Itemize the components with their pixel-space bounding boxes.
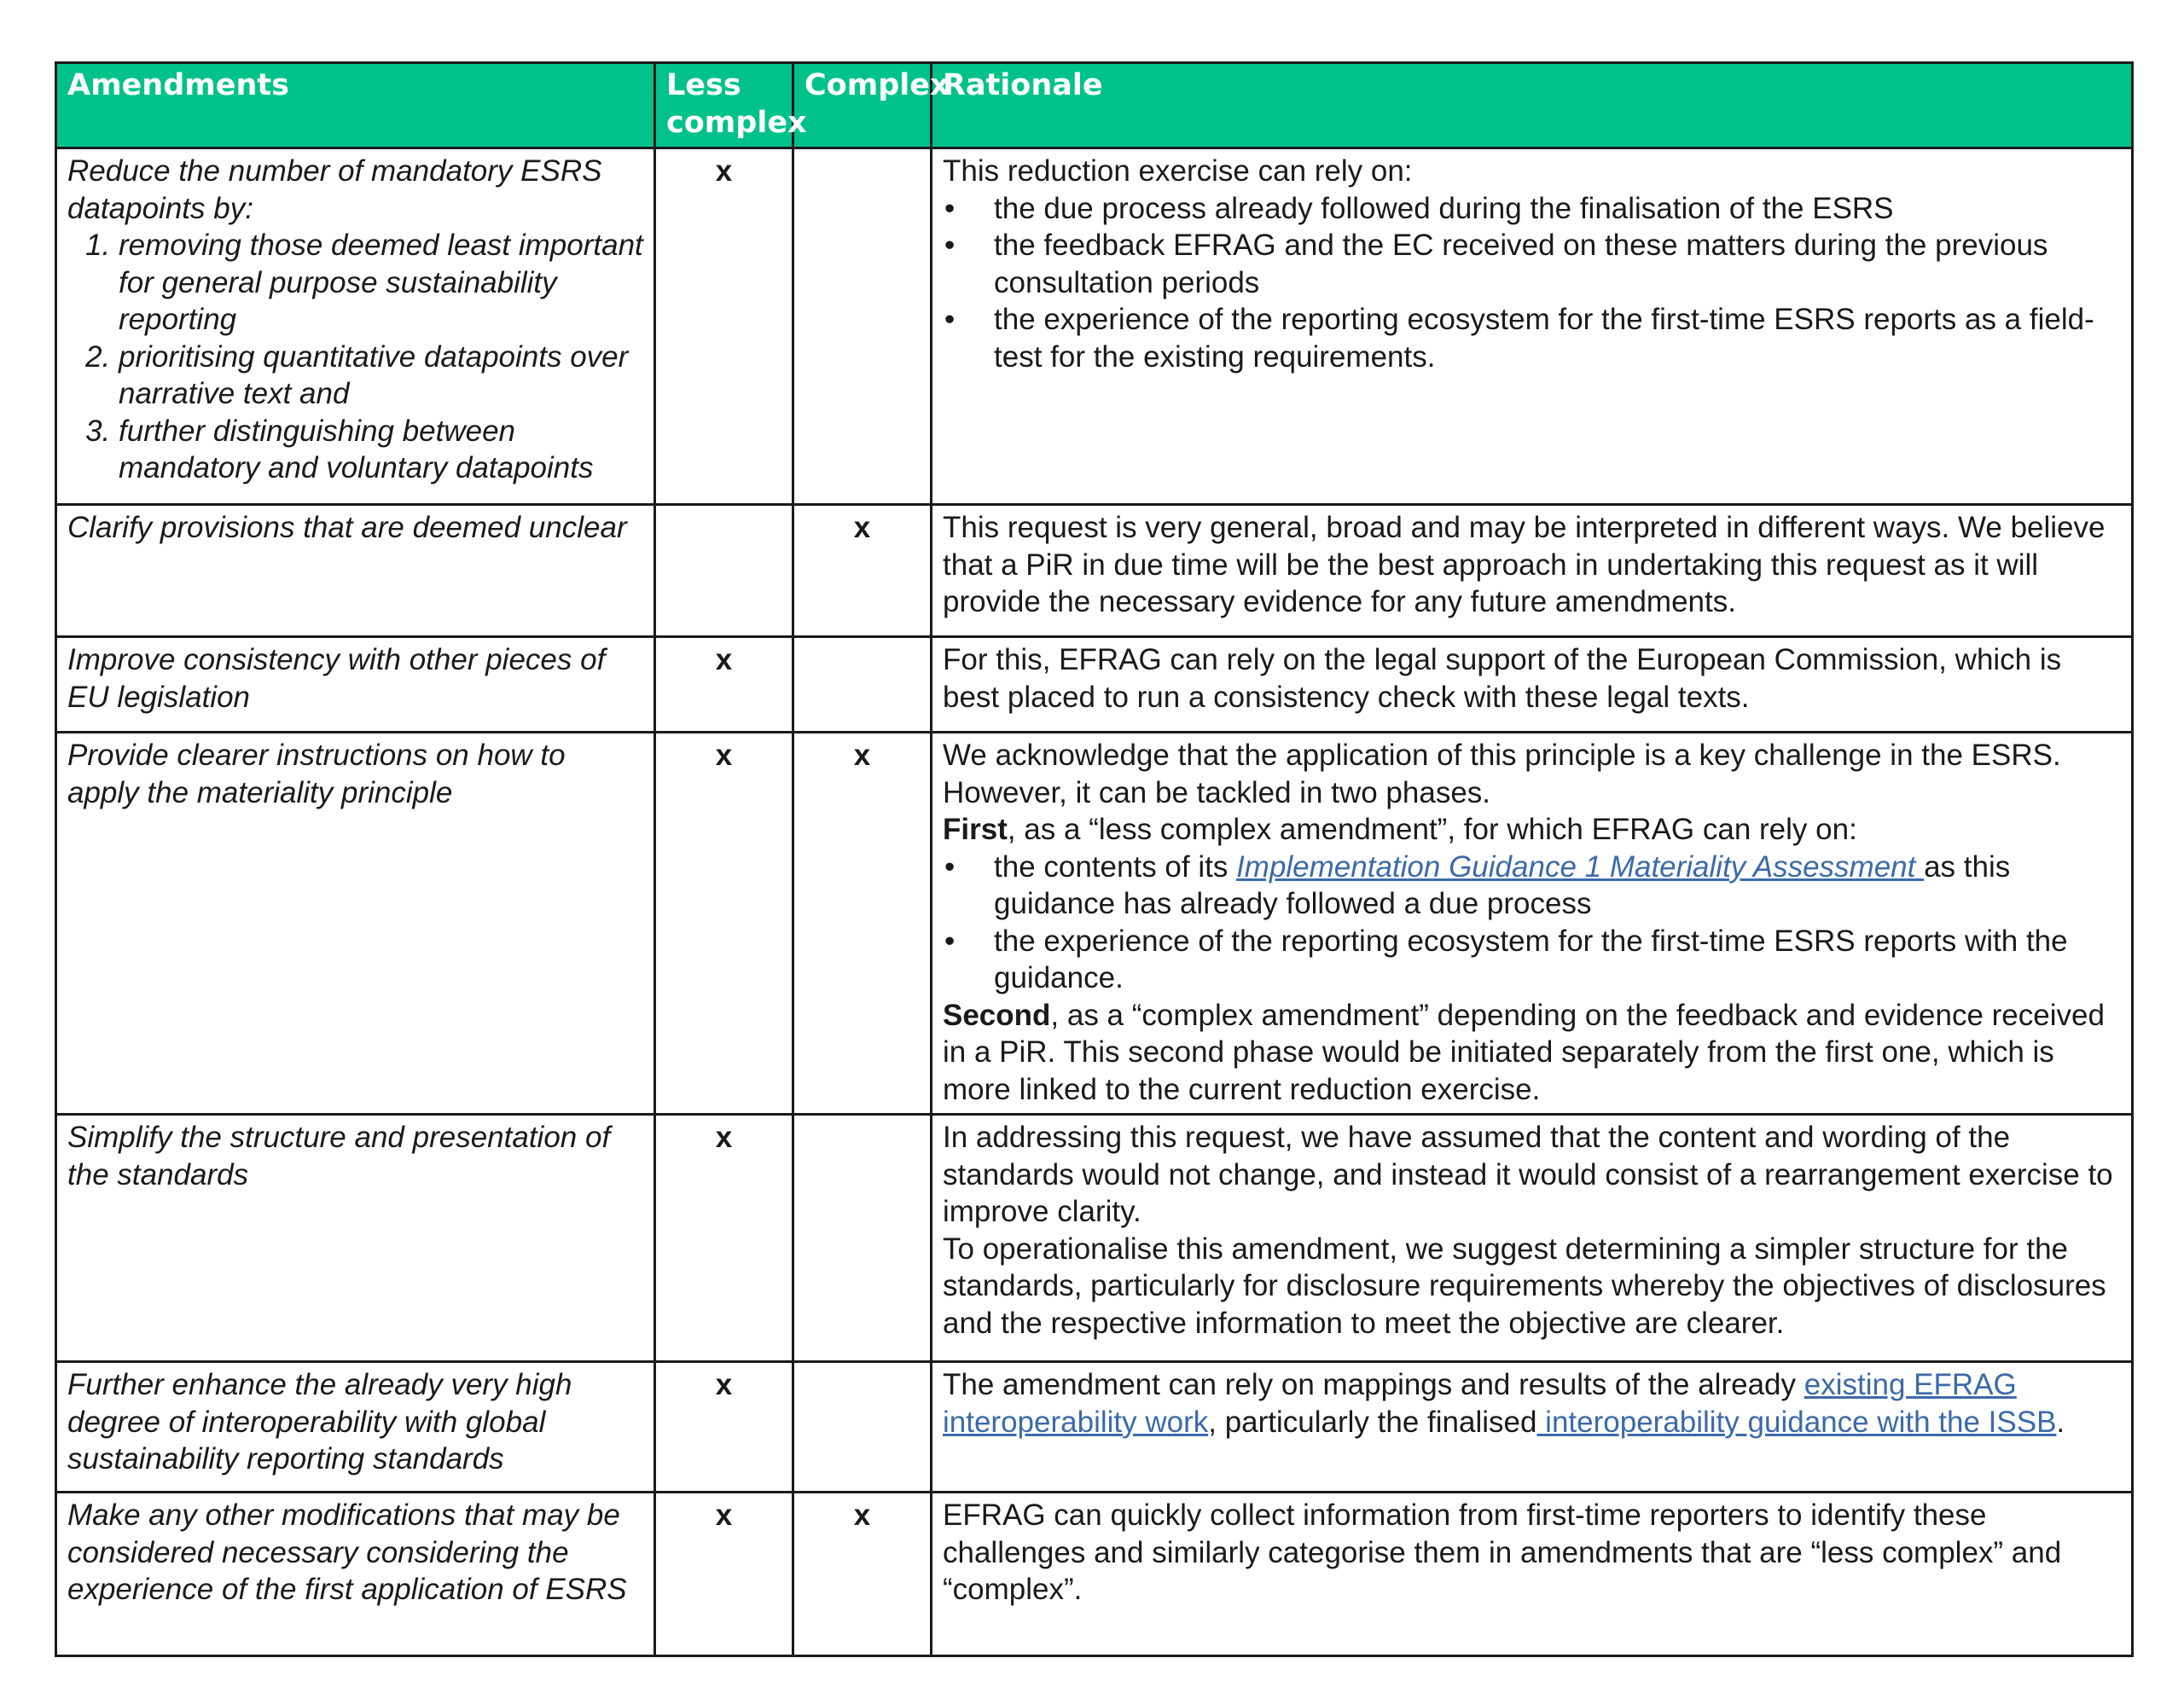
header-less-complex: Less complex (655, 63, 793, 148)
less-complex-mark (655, 505, 793, 637)
rationale-cell (932, 733, 2133, 1115)
amendment-cell (56, 148, 655, 505)
list-item (994, 849, 2121, 923)
rationale-text: To operationalise this amendment, we suggest determining a simpler structure for the standards, particularly for disclosure requirements whereby the objectives of disclosures and the respective information to meet the objective are clearer. (943, 1232, 2106, 1340)
header-row (56, 63, 2133, 148)
list-item: • the due process already followed during the finalisation of the ESRS (994, 190, 2121, 228)
amendment-cell: Make any other modifications that may be considered necessary considering the experience of the first application of ESRS (56, 1493, 655, 1656)
bullet-text: the contents of its (994, 849, 1237, 884)
header-complex: Complex (793, 63, 932, 148)
amendments-table (55, 61, 2134, 1657)
amendment-cell: Provide clearer instructions on how to apply the materiality principle (56, 733, 655, 1115)
amendment-text: Reduce the number of mandatory ESRS datapoints by: (67, 154, 602, 225)
header-amendments: Amendments (56, 63, 655, 148)
list-item: • the experience of the reporting ecosystem for the first-time ESRS reports with the guidance. (994, 923, 2121, 997)
rationale-list (943, 849, 2121, 997)
complex-mark (793, 1115, 932, 1362)
bullet-text: as this guidance has already followed a due process (994, 849, 2011, 920)
rationale-text: . (2056, 1405, 2065, 1439)
less-complex-mark: x (655, 1362, 793, 1493)
second-text: , as a “complex amendment” depending on the feedback and evidence received in a PiR. This second phase would be initiated separately from the first one, which is more linked to the current reduction exercise. (943, 998, 2105, 1106)
table-row (56, 148, 2133, 505)
amendment-cell: Improve consistency with other pieces of EU legislation (56, 637, 655, 733)
interoperability-work-link[interactable]: existing EFRAG interoperability work (943, 1368, 2017, 1439)
less-complex-mark: x (655, 637, 793, 733)
header-rationale: Rationale (932, 63, 2133, 148)
amendment-cell: Further enhance the already very high degree of interoperability with global sustainability reporting standards (56, 1362, 655, 1493)
list-item: 1. removing those deemed least important for general purpose sustainability reporting (119, 227, 643, 339)
table-row (56, 733, 2133, 1115)
rationale-text: The amendment can rely on mappings and results of the already (943, 1368, 1804, 1401)
list-item: 3. further distinguishing between mandatory and voluntary datapoints (119, 413, 643, 487)
issb-guidance-link[interactable]: interoperability guidance with the ISSB (1536, 1405, 2057, 1439)
complex-mark (793, 1362, 932, 1493)
second-label: Second (943, 998, 1051, 1032)
rationale-second-phase (943, 997, 2121, 1109)
rationale-cell: EFRAG can quickly collect information from first-time reporters to identify these challenges and similarly categorise them in amendments that are “less complex” and “complex”. (932, 1493, 2133, 1656)
implementation-guidance-link[interactable]: Implementation Guidance 1 Materiality Assessment (1236, 849, 1925, 884)
rationale-cell: For this, EFRAG can rely on the legal support of the European Commission, which is best placed to run a consistency check with these legal texts. (932, 637, 2133, 733)
rationale-cell (932, 148, 2133, 505)
rationale-text: This reduction exercise can rely on: (943, 154, 1413, 188)
rationale-first-phase (943, 811, 2121, 849)
complex-mark: x (793, 1493, 932, 1656)
complex-mark: x (793, 505, 932, 637)
table-row (56, 1493, 2133, 1656)
list-item: 2. prioritising quantitative datapoints over narrative text and (119, 339, 643, 413)
list-item: • the feedback EFRAG and the EC received on these matters during the previous consultation periods (994, 227, 2121, 301)
rationale-text: In addressing this request, we have assumed that the content and wording of the standards would not change, and instead it would consist of a rearrangement exercise to improve clarity. (943, 1121, 2113, 1228)
list-item: • the experience of the reporting ecosystem for the first-time ESRS reports as a field-test for the existing requirements. (994, 301, 2121, 375)
amendment-cell: Clarify provisions that are deemed unclear (56, 505, 655, 637)
table-row (56, 505, 2133, 637)
less-complex-mark: x (655, 148, 793, 505)
less-complex-mark: x (655, 1115, 793, 1362)
first-text: , as a “less complex amendment”, for which EFRAG can rely on: (1007, 813, 1857, 846)
rationale-cell: This request is very general, broad and may be interpreted in different ways. We believe that a PiR in due time will be the best approach in undertaking this request as it will provide the necessary evidence for any future amendments. (932, 505, 2133, 637)
table-row (56, 637, 2133, 733)
table-row (56, 1115, 2133, 1362)
rationale-text: We acknowledge that the application of this principle is a key challenge in the ESRS. However, it can be tackled in two phases. (943, 739, 2061, 809)
complex-mark: x (793, 733, 932, 1115)
rationale-text: , particularly the finalised (1208, 1405, 1537, 1439)
less-complex-mark: x (655, 1493, 793, 1656)
rationale-cell (932, 1362, 2133, 1493)
rationale-list (943, 190, 2121, 376)
rationale-cell (932, 1115, 2133, 1362)
complex-mark (793, 148, 932, 505)
amendment-list (67, 227, 643, 487)
first-label: First (943, 813, 1008, 846)
less-complex-mark: x (655, 733, 793, 1115)
amendment-cell: Simplify the structure and presentation of the standards (56, 1115, 655, 1362)
complex-mark (793, 637, 932, 733)
table-row (56, 1362, 2133, 1493)
